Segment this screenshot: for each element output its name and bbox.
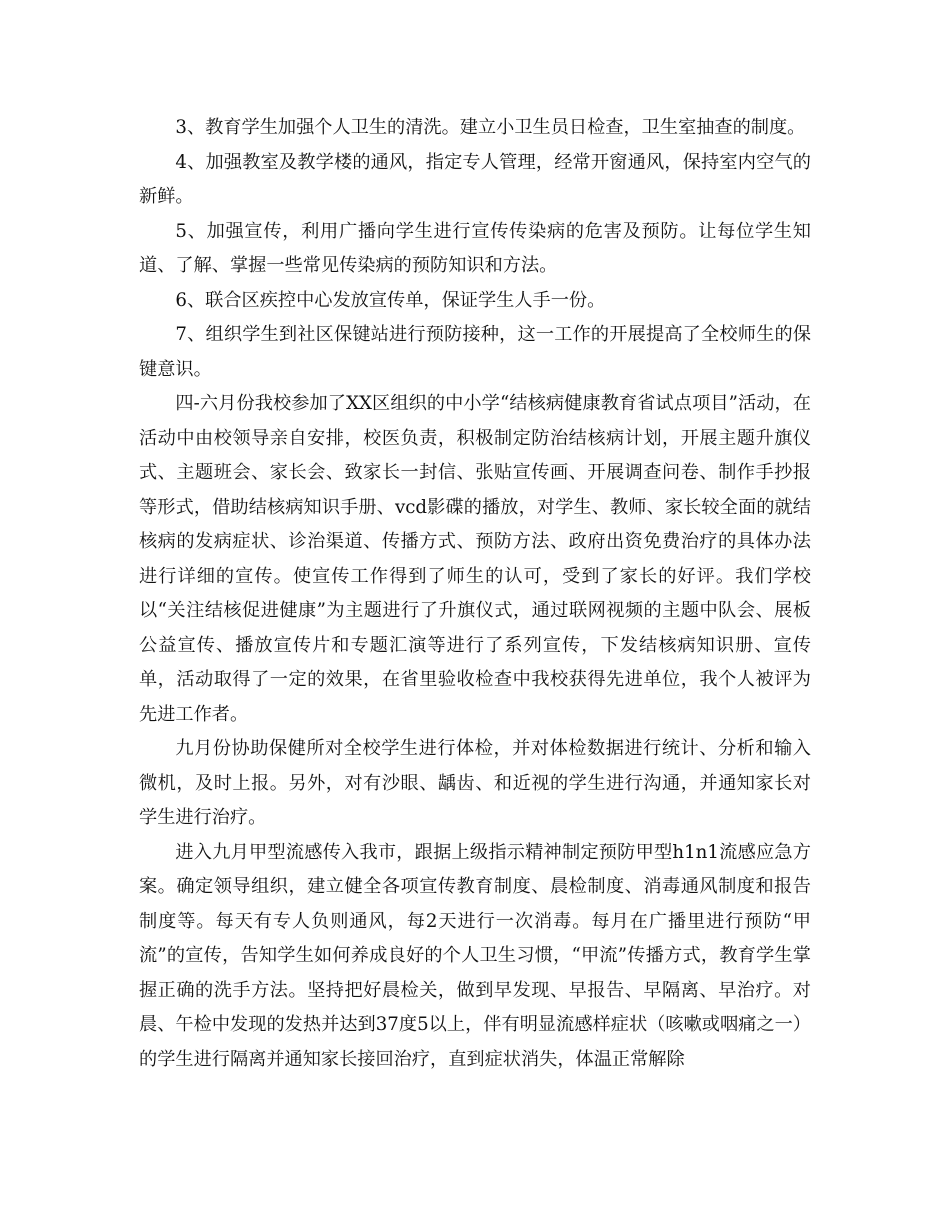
paragraph-item-4: 4、加强教室及教学楼的通风，指定专人管理，经常开窗通风，保持室内空气的新鲜。 xyxy=(139,151,811,207)
document-body xyxy=(139,111,811,1077)
paragraph-item-3: 3、教育学生加强个人卫生的清洗。建立小卫生员日检查，卫生室抽查的制度。 xyxy=(175,117,806,138)
paragraph-tb-education-project: 四-六月份我校参加了XX区组织的中小学“结核病健康教育省试点项目”活动，在活动中由校领导亲自安排，校医负责，积极制定防治结核病计划，开展主题升旗仪式、主题班会、家长会、致家长一封信、张贴宣传画、开展调查问卷、制作手抄报等形式，借助结核病知识手册、vcd影碟的播放，对学生、教师、家长较全面的就结核病的发病症状、诊治渠道、传播方式、预防方法、政府出资免费治疗的具体办法进行详细的宣传。使宣传工作得到了师生的认可，受到了家长的好评。我们学校以“关注结核促进健康”为主题进行了升旗仪式，通过联网视频的主题中队会、展板公益宣传、播放宣传片和专题汇演等进行了系列宣传，下发结核病知识册、宣传单，活动取得了一定的效果，在省里验收检查中我校获得先进单位，我个人被评为先进工作者。 xyxy=(139,393,811,725)
paragraph-september-checkup: 九月份协助保健所对全校学生进行体检，并对体检数据进行统计、分析和输入微机，及时上报。另外，对有沙眼、龋齿、和近视的学生进行沟通，并通知家长对学生进行治疗。 xyxy=(139,738,811,828)
paragraph-item-7: 7、组织学生到社区保键站进行预防接种，这一工作的开展提高了全校师生的保键意识。 xyxy=(139,324,811,380)
paragraph-item-6: 6、联合区疾控中心发放宣传单，保证学生人手一份。 xyxy=(175,289,606,311)
paragraph-item-5: 5、加强宣传，利用广播向学生进行宣传传染病的危害及预防。让每位学生知道、了解、掌握一些常见传染病的预防知识和方法。 xyxy=(139,220,811,276)
paragraph-h1n1-response: 进入九月甲型流感传入我市，跟据上级指示精神制定预防甲型h1n1流感应急方案。确定领导组织，建立健全各项宣传教育制度、晨检制度、消毒通风制度和报告制度等。每天有专人负则通风，每2天进行一次消毒。每月在广播里进行预防“甲流”的宣传，告知学生如何养成良好的个人卫生习惯，“甲流”传播方式，教育学生掌握正确的洗手方法。坚持把好晨检关，做到早发现、早报告、早隔离、早治疗。对晨、午检中发现的发热并达到37度5以上，伴有明显流感样症状（咳嗽或咽痛之一）的学生进行隔离并通知家长接回治疗，直到症状消失，体温正常解除 xyxy=(139,841,811,1070)
